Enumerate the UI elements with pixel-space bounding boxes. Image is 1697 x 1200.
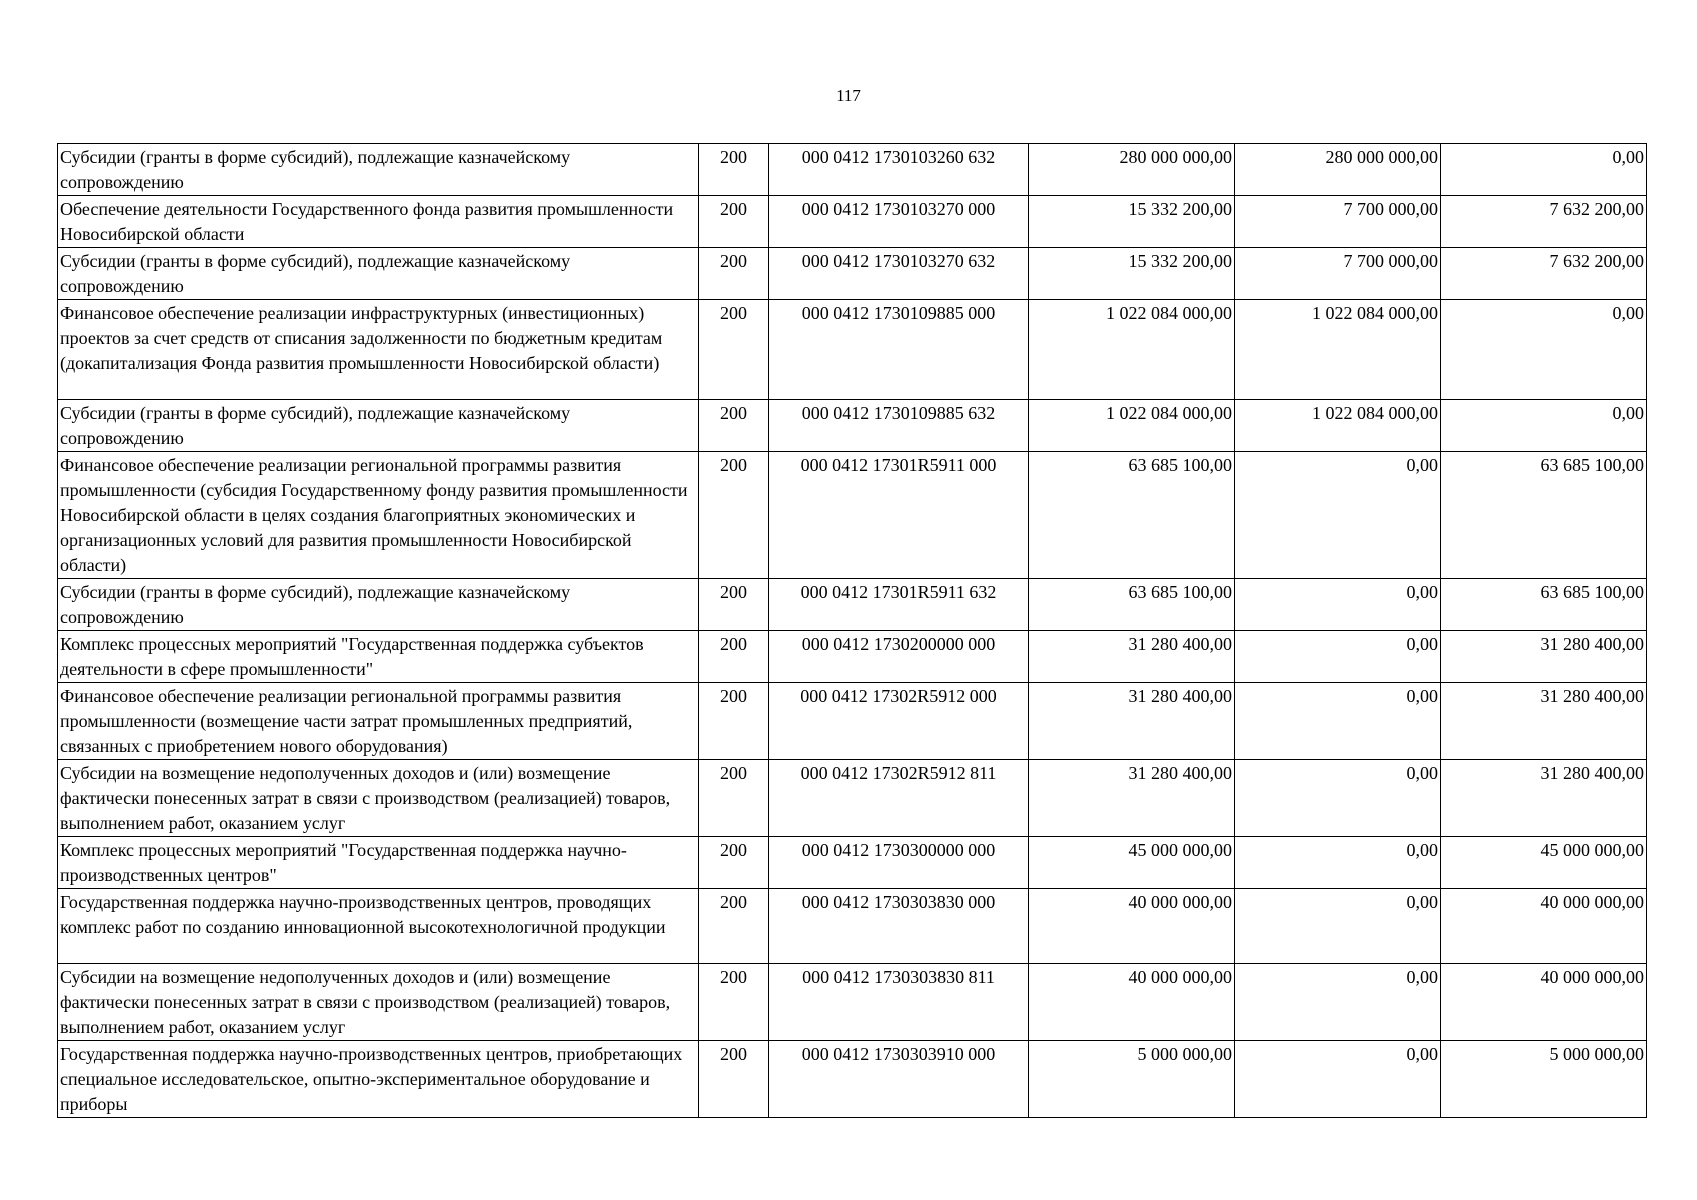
cell-name: Комплекс процессных мероприятий "Государственная поддержка субъектов деятельности в сфере промышленности" [58,631,699,683]
cell-code: 000 0412 1730303830 811 [769,964,1029,1041]
cell-name: Комплекс процессных мероприятий "Государственная поддержка научно-производственных центров" [58,837,699,889]
table-row [58,1041,1647,1118]
cell-executed: 1 022 084 000,00 [1235,400,1441,452]
table-row [58,631,1647,683]
cell-approved: 1 022 084 000,00 [1029,300,1235,400]
cell-approved: 5 000 000,00 [1029,1041,1235,1118]
cell-executed: 0,00 [1235,1041,1441,1118]
cell-unexecuted: 40 000 000,00 [1441,889,1647,964]
cell-executed: 0,00 [1235,760,1441,837]
cell-unexecuted: 45 000 000,00 [1441,837,1647,889]
table-row [58,760,1647,837]
cell-admin: 200 [699,144,769,196]
cell-admin: 200 [699,196,769,248]
cell-executed: 7 700 000,00 [1235,248,1441,300]
cell-name: Финансовое обеспечение реализации региональной программы развития промышленности (возмещение части затрат промышленных предприятий, связанных с приобретением нового оборудования) [58,683,699,760]
cell-name: Субсидии (гранты в форме субсидий), подлежащие казначейскому сопровождению [58,400,699,452]
cell-name: Субсидии на возмещение недополученных доходов и (или) возмещение фактически понесенных затрат в связи с производством (реализацией) товаров, выполнением работ, оказанием услуг [58,964,699,1041]
cell-approved: 31 280 400,00 [1029,760,1235,837]
cell-code: 000 0412 1730200000 000 [769,631,1029,683]
cell-code: 000 0412 1730303910 000 [769,1041,1029,1118]
cell-admin: 200 [699,452,769,579]
cell-code: 000 0412 1730300000 000 [769,837,1029,889]
table-row [58,196,1647,248]
cell-executed: 0,00 [1235,964,1441,1041]
cell-approved: 45 000 000,00 [1029,837,1235,889]
cell-code: 000 0412 1730303830 000 [769,889,1029,964]
cell-approved: 31 280 400,00 [1029,631,1235,683]
cell-executed: 0,00 [1235,683,1441,760]
cell-unexecuted: 31 280 400,00 [1441,631,1647,683]
table-row [58,683,1647,760]
cell-executed: 0,00 [1235,631,1441,683]
cell-name: Субсидии (гранты в форме субсидий), подлежащие казначейскому сопровождению [58,248,699,300]
table-row [58,248,1647,300]
table-row [58,837,1647,889]
cell-executed: 0,00 [1235,837,1441,889]
cell-executed: 0,00 [1235,452,1441,579]
table-row [58,452,1647,579]
cell-unexecuted: 0,00 [1441,300,1647,400]
cell-unexecuted: 63 685 100,00 [1441,452,1647,579]
cell-unexecuted: 5 000 000,00 [1441,1041,1647,1118]
cell-code: 000 0412 1730109885 000 [769,300,1029,400]
cell-admin: 200 [699,248,769,300]
cell-unexecuted: 31 280 400,00 [1441,683,1647,760]
cell-name: Субсидии (гранты в форме субсидий), подлежащие казначейскому сопровождению [58,579,699,631]
cell-name: Финансовое обеспечение реализации региональной программы развития промышленности (субсидия Государственному фонду развития промышленности Новосибирской области в целях создания благоприятных экономических и организационных условий для развития промышленности Новосибирской области) [58,452,699,579]
cell-admin: 200 [699,631,769,683]
cell-name: Обеспечение деятельности Государственного фонда развития промышленности Новосибирской области [58,196,699,248]
cell-approved: 40 000 000,00 [1029,889,1235,964]
cell-admin: 200 [699,889,769,964]
cell-executed: 7 700 000,00 [1235,196,1441,248]
cell-unexecuted: 40 000 000,00 [1441,964,1647,1041]
cell-executed: 280 000 000,00 [1235,144,1441,196]
table-row [58,964,1647,1041]
cell-code: 000 0412 1730109885 632 [769,400,1029,452]
cell-admin: 200 [699,400,769,452]
cell-admin: 200 [699,579,769,631]
cell-executed: 1 022 084 000,00 [1235,300,1441,400]
cell-name: Субсидии на возмещение недополученных доходов и (или) возмещение фактически понесенных затрат в связи с производством (реализацией) товаров, выполнением работ, оказанием услуг [58,760,699,837]
cell-name: Государственная поддержка научно-производственных центров, приобретающих специальное исследовательское, опытно-экспериментальное оборудование и приборы [58,1041,699,1118]
cell-code: 000 0412 1730103270 632 [769,248,1029,300]
cell-name: Финансовое обеспечение реализации инфраструктурных (инвестиционных) проектов за счет средств от списания задолженности по бюджетным кредитам (докапитализация Фонда развития промышленности Новосибирской области) [58,300,699,400]
cell-approved: 1 022 084 000,00 [1029,400,1235,452]
page-number: 117 [836,86,861,105]
cell-code: 000 0412 17302R5912 000 [769,683,1029,760]
cell-admin: 200 [699,1041,769,1118]
cell-code: 000 0412 17301R5911 632 [769,579,1029,631]
cell-code: 000 0412 17301R5911 000 [769,452,1029,579]
cell-unexecuted: 7 632 200,00 [1441,196,1647,248]
cell-unexecuted: 31 280 400,00 [1441,760,1647,837]
cell-admin: 200 [699,964,769,1041]
table-row [58,889,1647,964]
table-row [58,579,1647,631]
cell-unexecuted: 0,00 [1441,144,1647,196]
cell-approved: 280 000 000,00 [1029,144,1235,196]
cell-code: 000 0412 1730103270 000 [769,196,1029,248]
cell-approved: 63 685 100,00 [1029,579,1235,631]
budget-table [57,143,1647,1118]
table-row [58,144,1647,196]
cell-executed: 0,00 [1235,579,1441,631]
cell-unexecuted: 7 632 200,00 [1441,248,1647,300]
cell-admin: 200 [699,760,769,837]
cell-approved: 15 332 200,00 [1029,196,1235,248]
budget-table-body [58,144,1647,1118]
cell-executed: 0,00 [1235,889,1441,964]
cell-approved: 31 280 400,00 [1029,683,1235,760]
cell-unexecuted: 0,00 [1441,400,1647,452]
cell-admin: 200 [699,837,769,889]
cell-unexecuted: 63 685 100,00 [1441,579,1647,631]
cell-approved: 40 000 000,00 [1029,964,1235,1041]
table-row [58,300,1647,400]
cell-approved: 63 685 100,00 [1029,452,1235,579]
cell-code: 000 0412 17302R5912 811 [769,760,1029,837]
cell-name: Субсидии (гранты в форме субсидий), подлежащие казначейскому сопровождению [58,144,699,196]
cell-approved: 15 332 200,00 [1029,248,1235,300]
cell-code: 000 0412 1730103260 632 [769,144,1029,196]
table-row [58,400,1647,452]
cell-admin: 200 [699,683,769,760]
cell-admin: 200 [699,300,769,400]
cell-name: Государственная поддержка научно-производственных центров, проводящих комплекс работ по созданию инновационной высокотехнологичной продукции [58,889,699,964]
